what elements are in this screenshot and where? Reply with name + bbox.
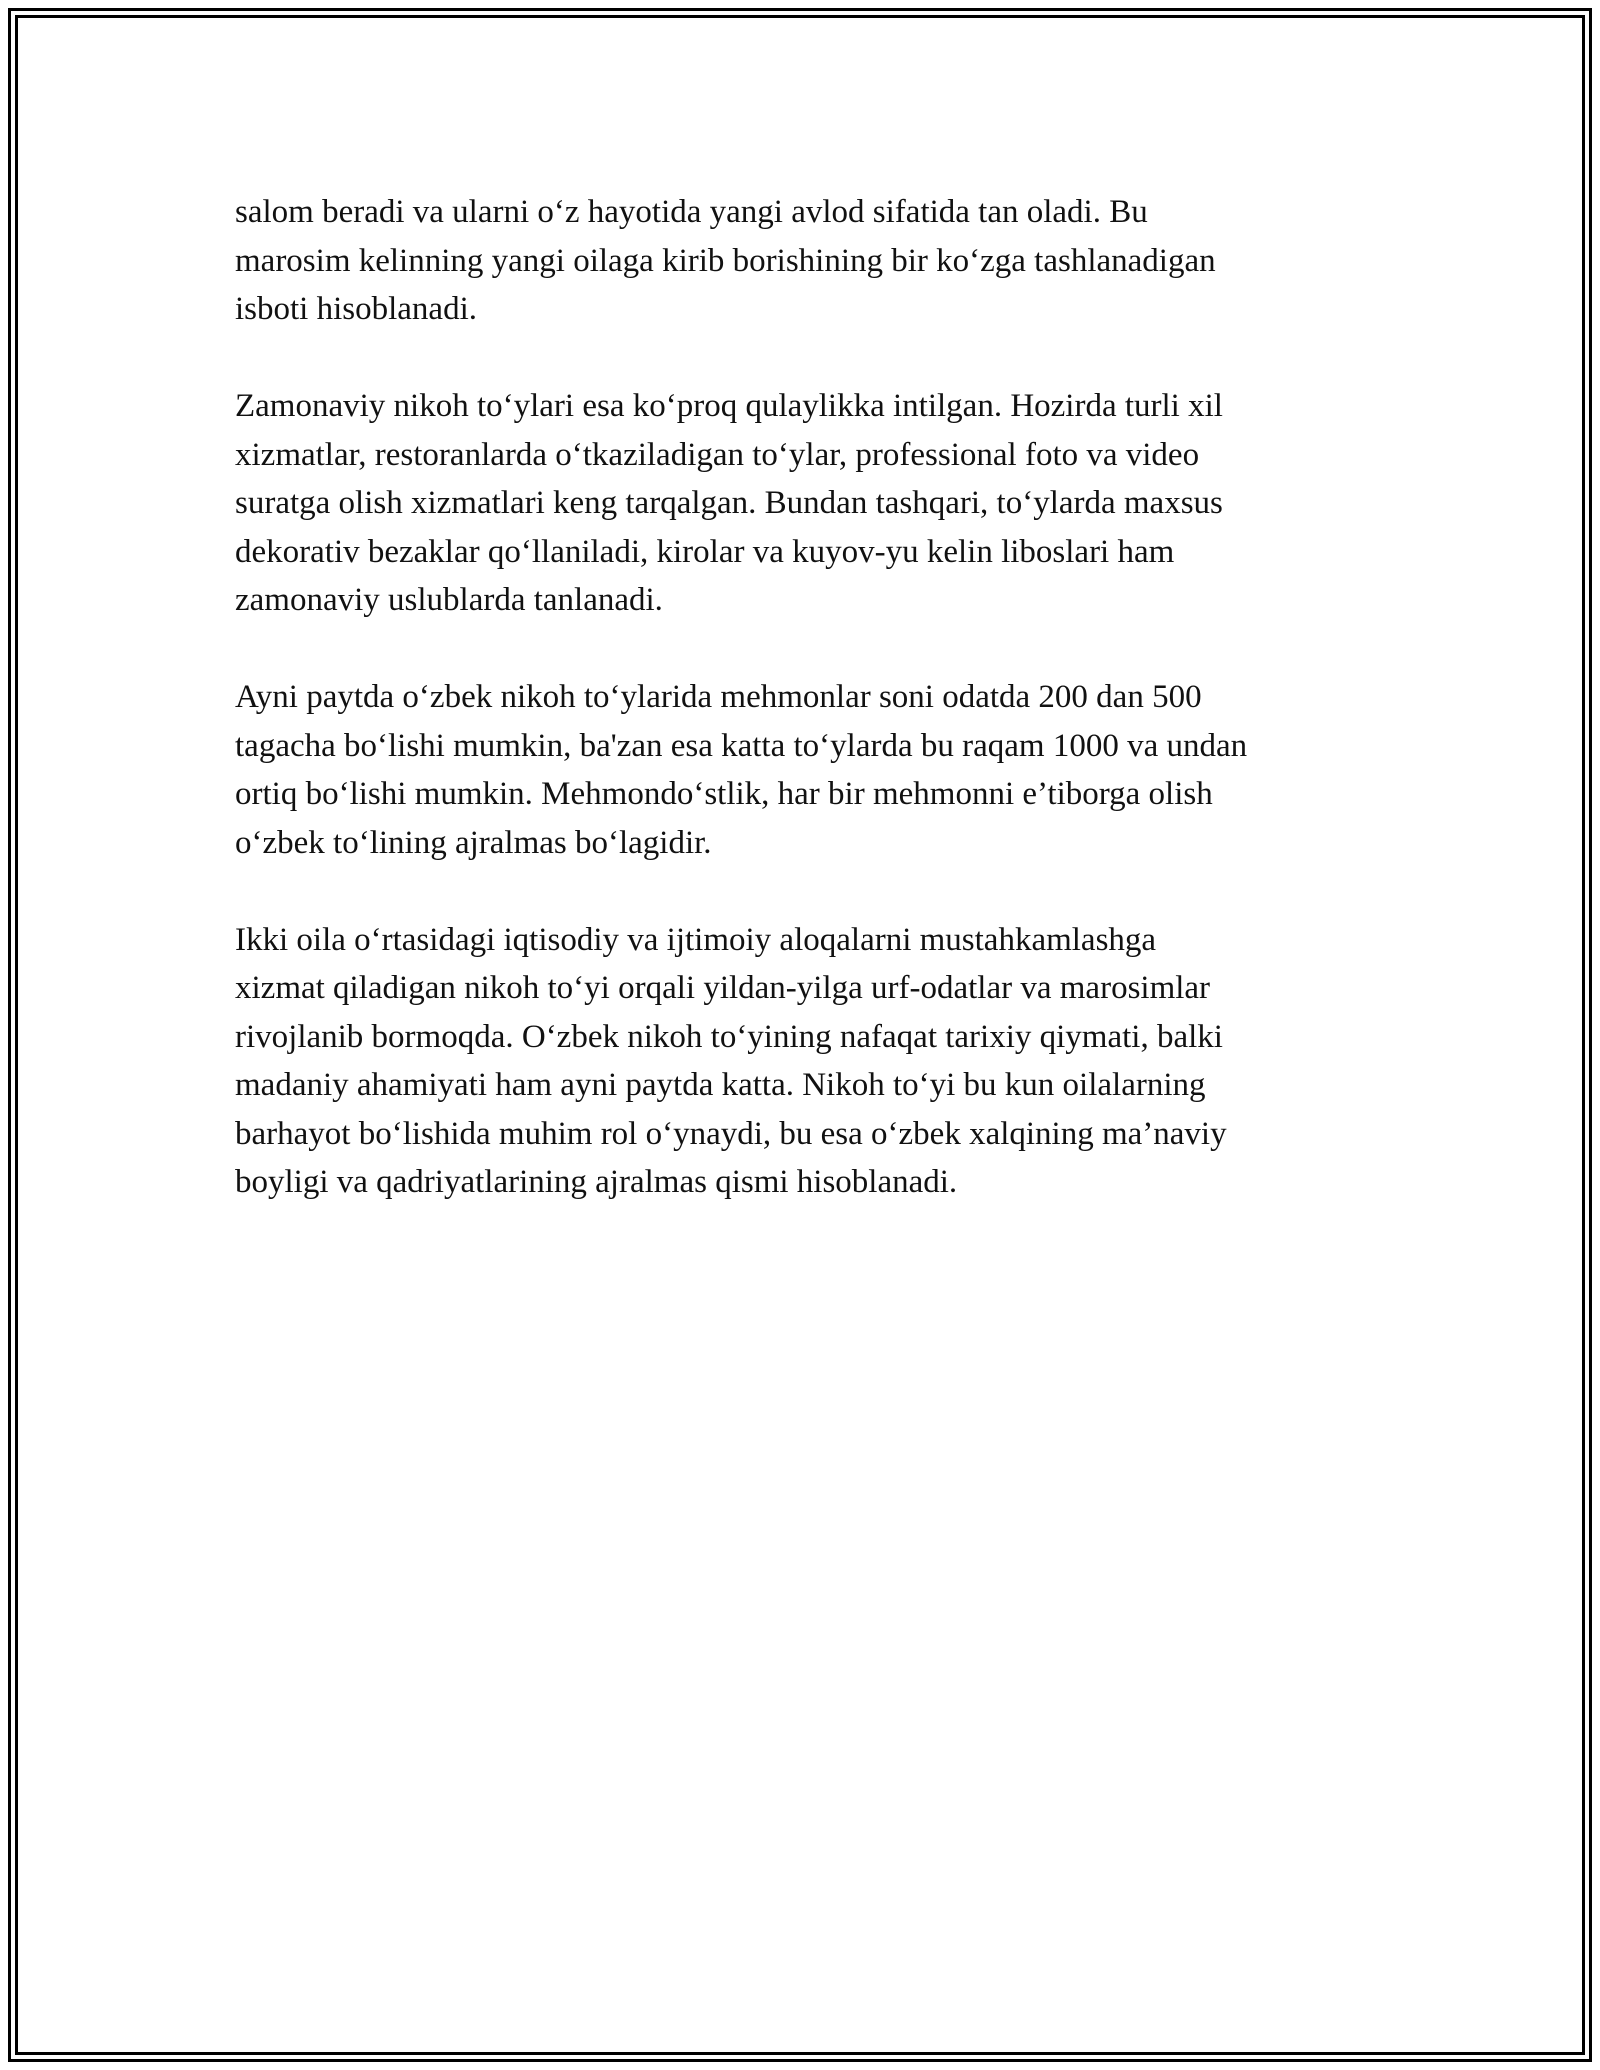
text-line: Ikki oila o‘rtasidagi iqtisodiy va ijtimoiy aloqalarni mustahkamlashga <box>235 921 1157 958</box>
paragraph-1 <box>235 188 1395 334</box>
text-line: rivojlanib bormoqda. O‘zbek nikoh to‘yining nafaqat tarixiy qiymati, balki <box>235 1018 1223 1055</box>
text-line: boyligi va qadriyatlarining ajralmas qismi hisoblanadi. <box>235 1164 958 1200</box>
text-line: salom beradi va ularni o‘z hayotida yangi avlod sifatida tan oladi. Bu <box>235 194 1148 230</box>
text-line: marosim kelinning yangi oilaga kirib borishining bir ko‘zga tashlanadigan <box>235 242 1216 279</box>
text-line: tagacha bo‘lishi mumkin, ba'zan esa katta to‘ylarda bu raqam 1000 va undan <box>235 727 1248 764</box>
text-line: xizmatlar, restoranlarda o‘tkaziladigan to‘ylar, professional foto va video <box>235 436 1200 473</box>
text-line: madaniy ahamiyati ham ayni paytda katta. Nikoh to‘yi bu kun oilalarning <box>235 1067 1206 1103</box>
document-body <box>235 188 1395 1255</box>
text-line: dekorativ bezaklar qo‘llaniladi, kirolar va kuyov-yu kelin liboslari ham <box>235 533 1175 570</box>
text-line: Ayni paytda o‘zbek nikoh to‘ylarida mehmonlar soni odatda 200 dan 500 <box>235 679 1202 715</box>
paragraph-2 <box>235 382 1395 625</box>
paragraph-4 <box>235 916 1395 1207</box>
paragraph-3 <box>235 673 1395 867</box>
text-line: o‘zbek to‘lining ajralmas bo‘lagidir. <box>235 824 712 861</box>
text-line: Zamonaviy nikoh to‘ylari esa ko‘proq qulaylikka intilgan. Hozirda turli xil <box>235 388 1223 424</box>
text-line: suratga olish xizmatlari keng tarqalgan. Bundan tashqari, to‘ylarda maxsus <box>235 485 1223 521</box>
text-line: ortiq bo‘lishi mumkin. Mehmondo‘stlik, har bir mehmonni e’tiborga olish <box>235 776 1213 812</box>
text-line: barhayot bo‘lishida muhim rol o‘ynaydi, bu esa o‘zbek xalqining ma’naviy <box>235 1115 1227 1152</box>
text-line: isboti hisoblanadi. <box>235 291 477 327</box>
text-line: xizmat qiladigan nikoh to‘yi orqali yildan-yilga urf-odatlar va marosimlar <box>235 970 1211 1006</box>
text-line: zamonaviy uslublarda tanlanadi. <box>235 582 663 618</box>
